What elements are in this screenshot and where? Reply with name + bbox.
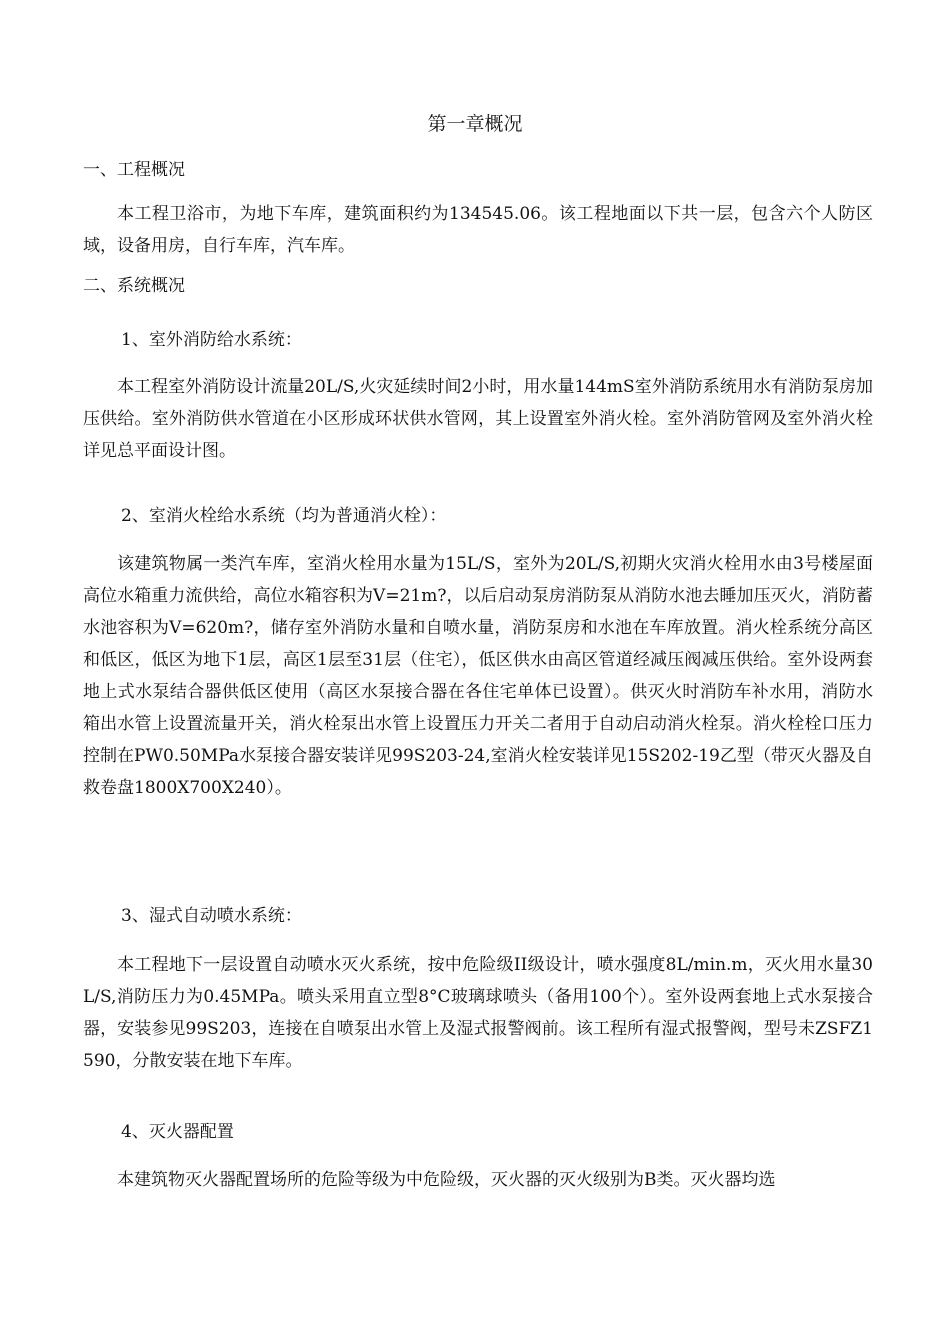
project-overview-paragraph: 本工程卫浴市，为地下车库，建筑面积约为134545.06。该工程地面以下共一层，包含六个人防区域，设备用房，自行车库，汽车库。 <box>83 204 873 256</box>
sprinkler-system-paragraph: 本工程地下一层设置自动喷水灭火系统，按中危险级II级设计，喷水强度8L/min.m，灭火用水量30L/S,消防压力为0.45MPa。喷头采用直立型8°C玻璃球喷头（备用100个）。室外设两套地上式水泵接合器，安装参见99S203，连接在自喷泵出水管上及湿式报警阀前。该工程所有湿式报警阀，型号未ZSFZ1590，分散安装在地下车库。 <box>83 955 873 1071</box>
subsection-heading-hydrant-system: 2、室消火栓给水系统（均为普通消火栓）： <box>121 506 447 526</box>
extinguisher-paragraph: 本建筑物灭火器配置场所的危险等级为中危险级，灭火器的灭火级别为B类。灭火器均选 <box>117 1170 776 1190</box>
subsection-heading-sprinkler-system: 3、湿式自动喷水系统： <box>121 906 302 926</box>
hydrant-system-paragraph: 该建筑物属一类汽车库，室消火栓用水量为15L/S，室外为20L/S,初期火灾消火栓用水由3号楼屋面高位水箱重力流供给，高位水箱容积为V=21m?，以后启动泵房消防泵从消防水池去睡加压灭火，消防蓄水池容积为V=620m?，储存室外消防水量和自喷水量，消防泵房和水池在车库放置。消火栓系统分高区和低区，低区为地下1层，高区1层至31层（住宅），低区供水由高区管道经减压阀减压供给。室外设两套地上式水泵结合器供低区使用（高区水泵接合器在各住宅单体已设置）。供灭火时消防车补水用，消防水箱出水管上设置流量开关，消火栓泵出水管上设置压力开关二者用于自动启动消火栓泵。消火栓栓口压力控制在PW0.50MPa水泵接合器安装详见99S203-24,室消火栓安装详见15S202-19乙型（带灭火器及自救卷盘1800X700X240）。 <box>83 554 873 798</box>
section-heading-project-overview: 一、工程概况 <box>83 160 185 180</box>
subsection-heading-outdoor-fire-water: 1、室外消防给水系统： <box>121 330 302 350</box>
outdoor-fire-water-paragraph: 本工程室外消防设计流量20L/S,火灾延续时间2小时，用水量144mS室外消防系统用水有消防泵房加压供给。室外消防供水管道在小区形成环状供水管网，其上设置室外消火栓。室外消防管网及室外消火栓详见总平面设计图。 <box>83 377 873 461</box>
chapter-title: 第一章概况 <box>427 113 523 135</box>
subsection-heading-extinguisher: 4、灭火器配置 <box>121 1122 234 1142</box>
section-heading-system-overview: 二、系统概况 <box>83 276 185 296</box>
